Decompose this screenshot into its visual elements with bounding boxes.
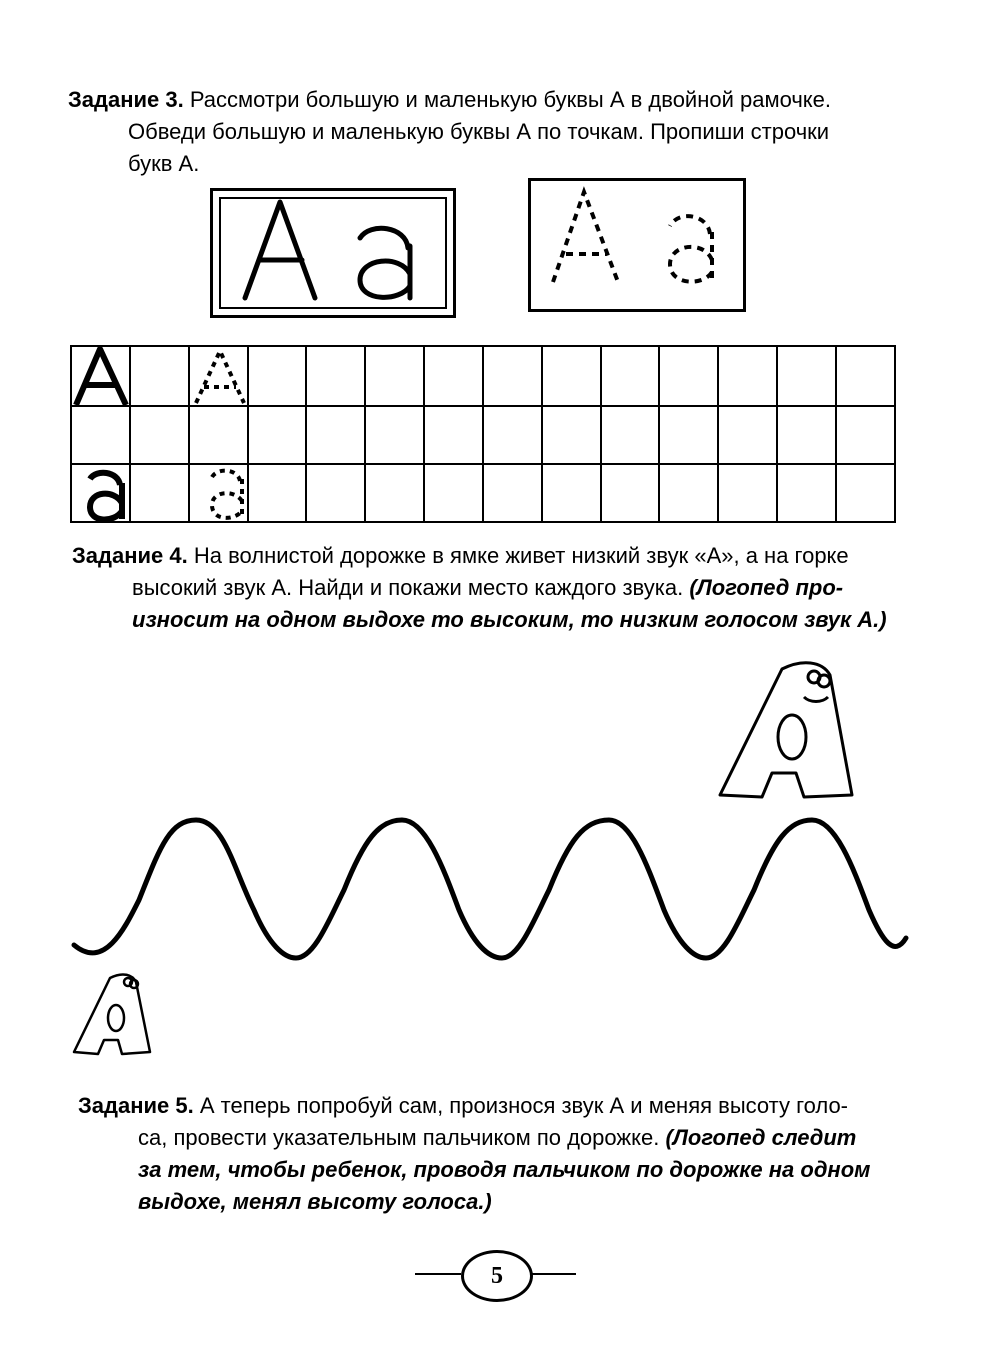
grid-sample-letters	[70, 345, 270, 525]
grid-letter-A-solid	[76, 349, 126, 405]
letter-A-upper	[245, 202, 315, 298]
dotted-letters	[528, 178, 740, 306]
task-4-label: Задание 4.	[72, 543, 188, 568]
wavy-path	[74, 810, 914, 970]
task-5-note3: выдохе, менял высоту голоса.)	[138, 1189, 492, 1214]
task-5-note1: (Логопед следит	[665, 1125, 857, 1150]
task-5-text	[78, 1090, 918, 1218]
letter-a-lower	[360, 228, 410, 298]
page-number-ornament	[415, 1248, 575, 1304]
cartoon-letter-a-high	[712, 655, 862, 805]
grid-letter-a-solid	[90, 473, 122, 520]
page-number: 5	[461, 1250, 533, 1302]
cartoon-letter-a-low	[70, 968, 160, 1058]
dotted-letter-a-lower	[670, 216, 712, 282]
grid-letter-A-dotted	[196, 351, 244, 403]
dotted-letter-A-upper	[553, 192, 618, 282]
task-4-text1: На волнистой дорожке в ямке живет низкий звук «А», а на горке	[193, 543, 849, 568]
task-3-label: Задание 3.	[68, 87, 184, 112]
task-5-text1: А теперь попробуй сам, произнося звук А и меняя высоту голо-	[199, 1093, 849, 1118]
task-3-line3: букв А.	[128, 151, 200, 176]
solid-letters	[210, 188, 450, 312]
task-5-label: Задание 5.	[78, 1093, 194, 1118]
task-4-text2: высокий звук А. Найди и покажи место каждого звука.	[132, 575, 684, 600]
task-3-line1: Рассмотри большую и маленькую буквы А в двойной рамочке.	[189, 87, 832, 112]
task-3-text	[68, 84, 918, 180]
task-4-note1: (Логопед про-	[689, 575, 844, 600]
task-4-note2: износит на одном выдохе то высоким, то низким голосом звук А.)	[132, 607, 887, 632]
grid-letter-a-dotted	[212, 471, 242, 519]
task-5-note2: за тем, чтобы ребенок, проводя пальчиком по дорожке на одном	[138, 1157, 871, 1182]
task-5-text2: са, провести указательным пальчиком по дорожке.	[138, 1125, 660, 1150]
task-3-line2: Обведи большую и маленькую буквы А по точкам. Пропиши строчки	[128, 119, 830, 144]
task-4-text	[72, 540, 912, 636]
